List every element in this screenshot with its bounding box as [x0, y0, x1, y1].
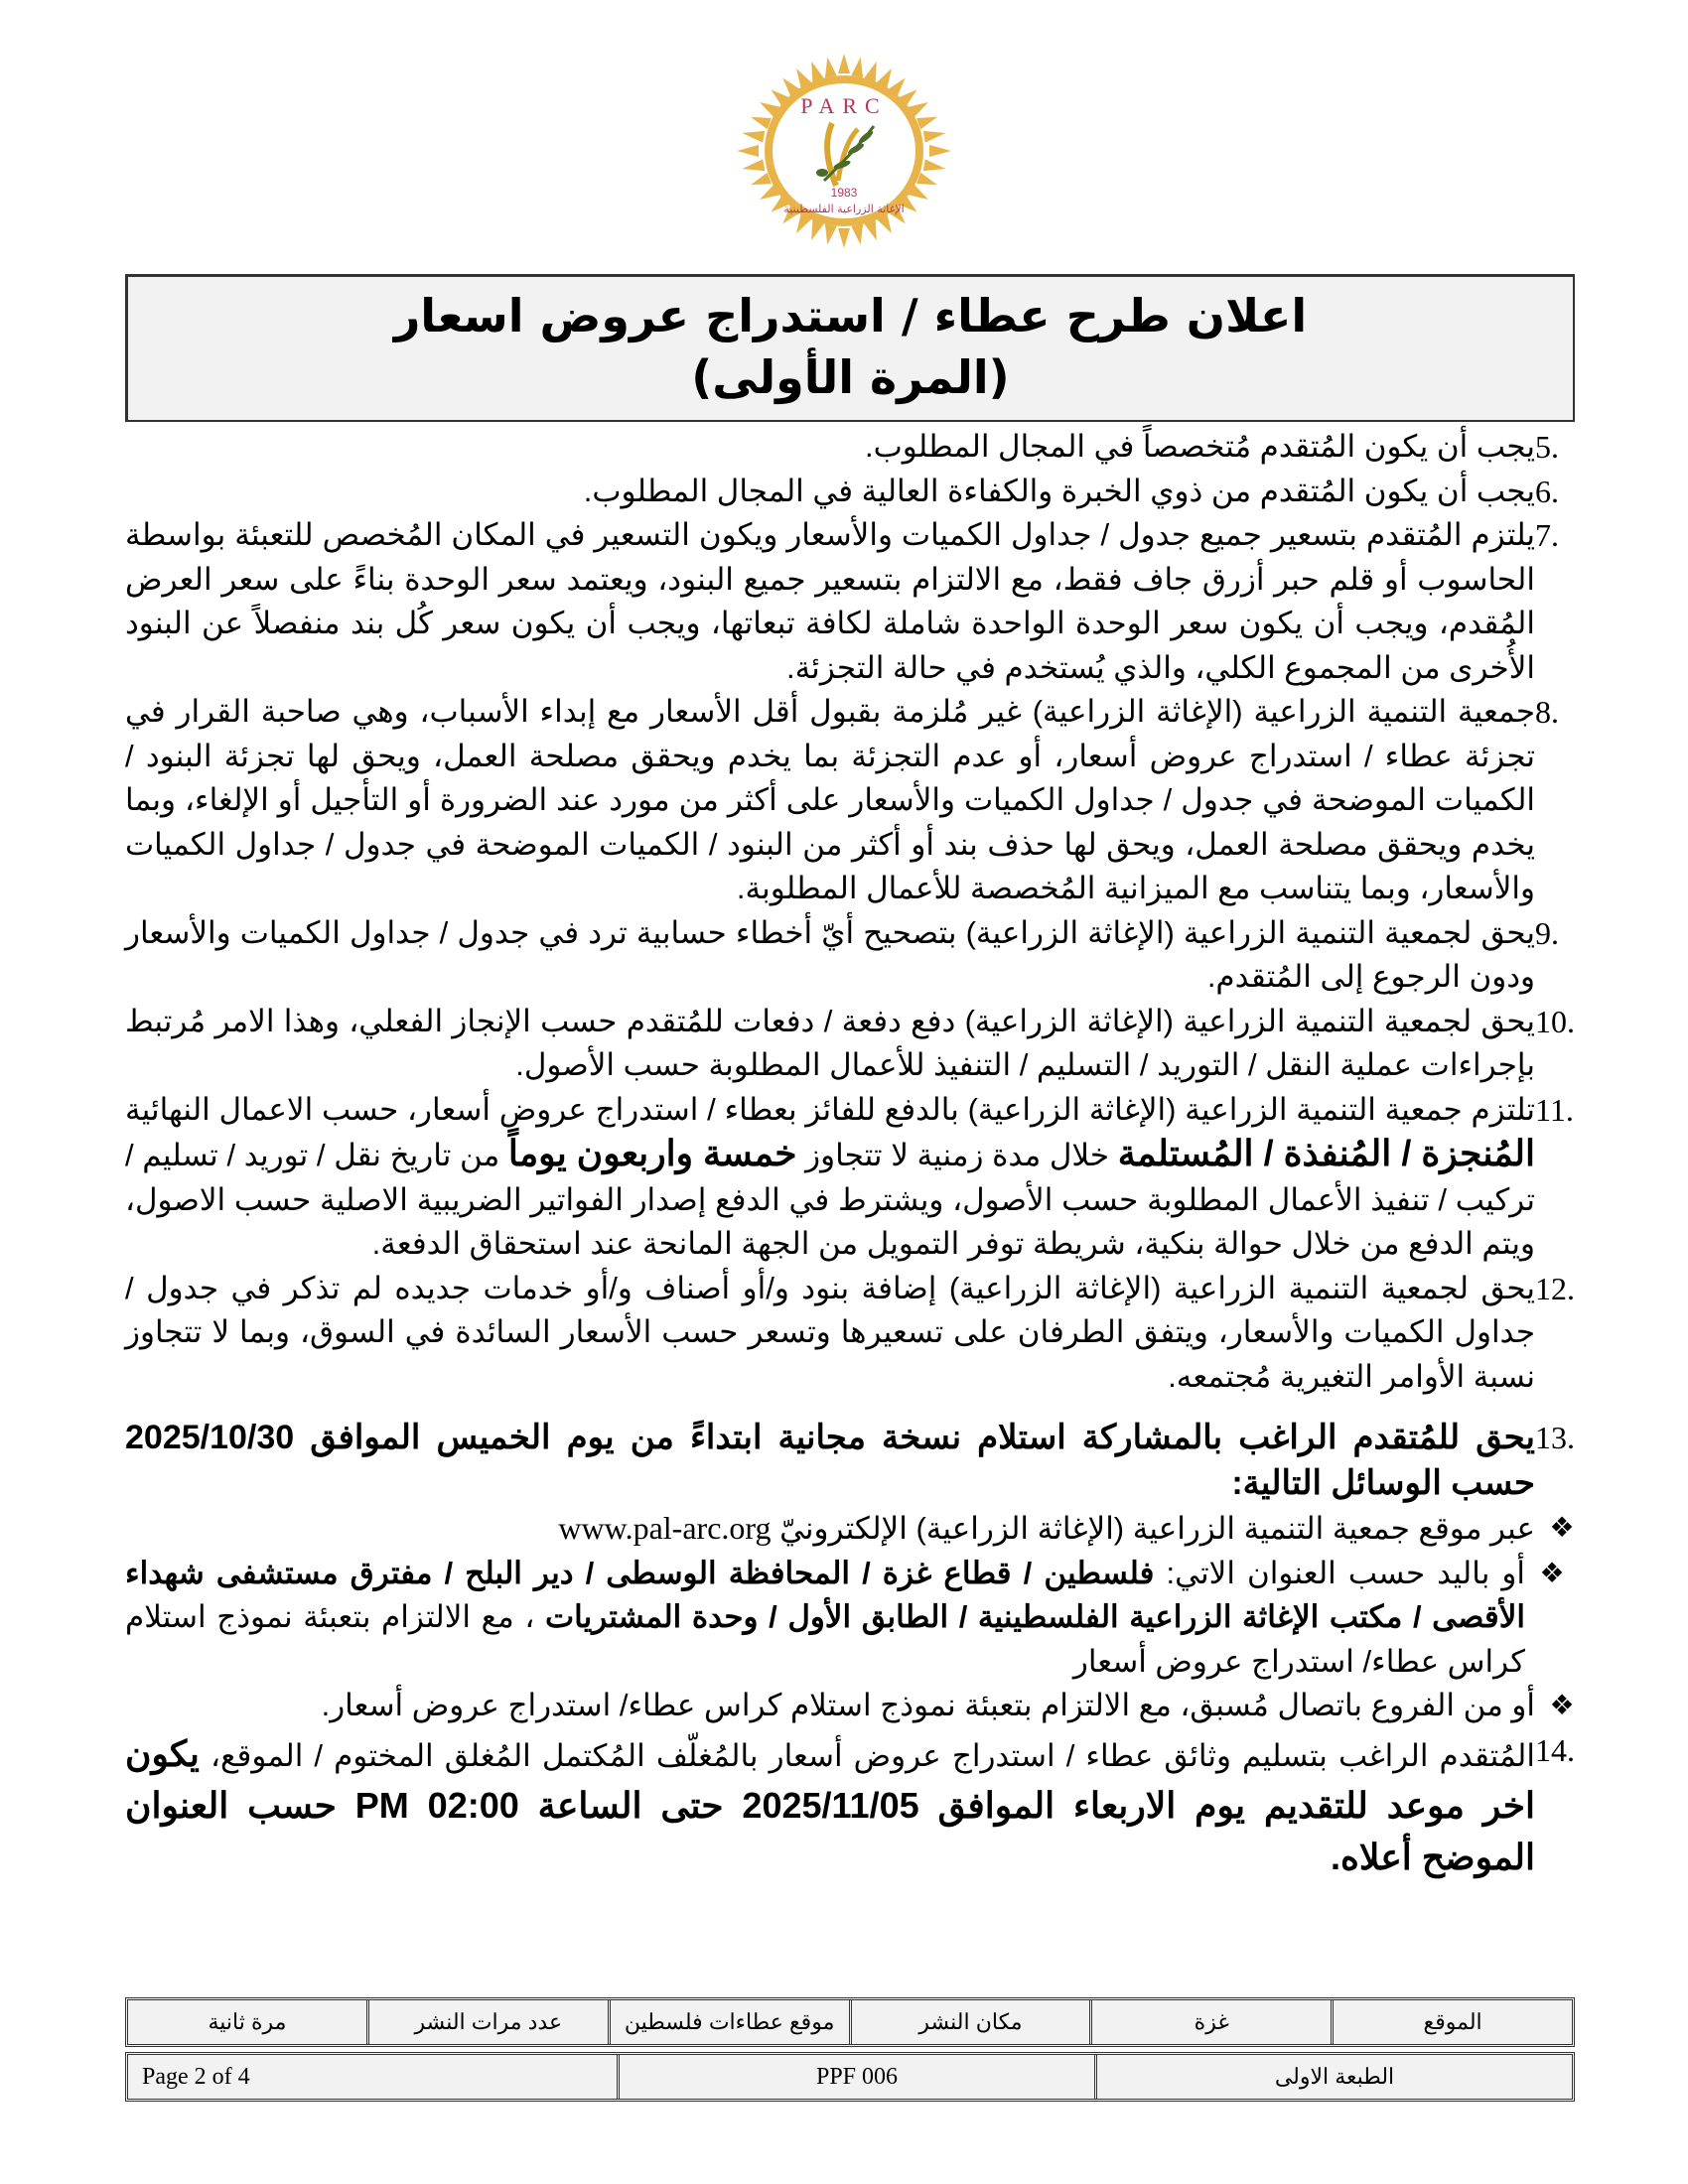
- item-number: 13.: [1535, 1420, 1575, 1455]
- diamond-bullet-icon: ❖: [1549, 1690, 1575, 1720]
- announcement-subtitle: (المرة الأولى): [691, 350, 1010, 404]
- item-number: 9.: [1535, 914, 1559, 951]
- item-number: 6.: [1535, 473, 1559, 509]
- item-text: يحق للمُتقدم الراغب بالمشاركة استلام نسخة مجانية ابتداءً من يوم الخميس الموافق 2025/10/30 حسب الوسائل التالية:: [125, 1419, 1535, 1502]
- item-text-bold: المُنجزة / المُنفذة / المُستلمة: [1117, 1133, 1535, 1173]
- svg-text:PARC: PARC: [800, 93, 888, 118]
- footer-label-publish-count: عدد مرات النشر: [366, 2000, 608, 2044]
- office-address: فلسطين / قطاع غزة / المحافظة الوسطى / دير البلح / مفترق مستشفى شهداء الأقصى / مكتب الإغاثة الزراعية الفلسطينية / الطابق الأول / وحدة المشتريات: [125, 1555, 1525, 1634]
- item-number: 7.: [1535, 517, 1559, 553]
- item-text: [125, 1728, 1535, 1883]
- method-branches: [125, 1684, 1589, 1728]
- footer-page-number: Page 2 of 4: [142, 2063, 250, 2090]
- term-item-8: [125, 690, 1589, 911]
- term-item-9: [125, 911, 1589, 1000]
- term-item-5: [125, 425, 1589, 470]
- diamond-bullet-icon: ❖: [1539, 1557, 1565, 1588]
- item-number: 5.: [1535, 429, 1559, 465]
- footer-value-publish-place: موقع عطاءات فلسطين: [608, 2000, 849, 2044]
- footer-label-publish-place: مكان النشر: [849, 2000, 1090, 2044]
- term-item-12: [125, 1267, 1589, 1400]
- item-text: يحق لجمعية التنمية الزراعية (الإغاثة الزراعية) دفع دفعة / دفعات للمُتقدم حسب الإنجاز الفعلي، وهذا الامر مُرتبط بإجراءات عملية النقل / التوريد / التسليم / التنفيذ للأعمال المطلوبة حسب الأصول.: [125, 1003, 1535, 1082]
- footer-form-code: PPF 006: [617, 2055, 1094, 2099]
- item-text-part: خلال مدة زمنية لا تتجاوز: [796, 1138, 1118, 1172]
- method-text: أو باليد حسب العنوان الاتي:: [1154, 1555, 1525, 1590]
- parc-sun-emblem-icon: [720, 52, 968, 250]
- svg-text:الإغاثة الزراعية الفلسطينية: الإغاثة الزراعية الفلسطينية: [783, 203, 905, 215]
- distribution-methods: [125, 1506, 1589, 1728]
- announcement-title: اعلان طرح عطاء / استدراج عروض اسعار: [393, 289, 1308, 342]
- footer-value-publish-count: مرة ثانية: [208, 2009, 287, 2034]
- svg-text:1983: 1983: [830, 186, 858, 200]
- announcement-title-box: [125, 274, 1575, 422]
- item-number: 14.: [1535, 1731, 1575, 1768]
- diamond-bullet-icon: ❖: [1549, 1512, 1575, 1543]
- term-item-7: [125, 513, 1589, 690]
- item-text-part: من تاريخ نقل / توريد / تسليم / تركيب / تنفيذ الأعمال المطلوبة حسب الأصول، ويشترط في الدفع إصدار الفواتير الضريبية الاصلية حسب الاصول، ويتم الدفع من خلال حوالة بنكية، شريطة توفر التمويل من الجهة المانحة عند استحقاق الدفعة.: [125, 1138, 1535, 1261]
- submission-deadline: يكون اخر موعد للتقديم يوم الاربعاء الموافق 2025/11/05 حتى الساعة 02:00 PM حسب العنوان الموضح أعلاه.: [125, 1732, 1535, 1877]
- footer-value-location: غزة: [1089, 2000, 1331, 2044]
- item-text: يحق لجمعية التنمية الزراعية (الإغاثة الزراعية) بتصحيح أيّ أخطاء حسابية ترد في جدول / جداول الكميات والأسعار ودون الرجوع إلى المُتقدم.: [125, 914, 1535, 994]
- website-link[interactable]: www.pal-arc.org: [558, 1510, 772, 1546]
- footer-label-location: الموقع: [1331, 2000, 1572, 2044]
- item-text-bold: خمسة واربعون يوماً: [507, 1133, 797, 1173]
- document-footer-table: [125, 1997, 1575, 2102]
- term-item-14: [125, 1728, 1589, 1883]
- method-by-hand: [125, 1552, 1589, 1685]
- item-number: 11.: [1535, 1091, 1574, 1128]
- terms-list: [125, 425, 1589, 1883]
- term-item-10: [125, 1000, 1589, 1088]
- footer-row-document-info: [125, 2052, 1575, 2102]
- term-item-11: [125, 1088, 1589, 1267]
- method-text: أو من الفروع باتصال مُسبق، مع الالتزام بتعبئة نموذج استلام كراس عطاء/ استدراج عروض أسعار.: [321, 1688, 1535, 1722]
- parc-logo: [720, 52, 968, 250]
- item-number: 8.: [1535, 694, 1559, 730]
- method-text: ، مع الالتزام بتعبئة نموذج استلام كراس عطاء/ استدراج عروض أسعار: [125, 1599, 1525, 1679]
- item-text: [125, 1088, 1535, 1267]
- item-text: يحق لجمعية التنمية الزراعية (الإغاثة الزراعية) إضافة بنود و/أو أصناف و/أو خدمات جديده لم تذكر في جدول / جداول الكميات والأسعار، ويتفق الطرفان على تسعيرها وتسعر حسب الأسعار السائدة في السوق، وبما لا تتجاوز نسبة الأوامر التغيرية مُجتمعه.: [125, 1270, 1535, 1394]
- item-text-part: المُتقدم الراغب بتسليم وثائق عطاء / استدراج عروض أسعار بالمُغلّف المُكتمل المُغلق المختوم / الموقع،: [199, 1737, 1535, 1773]
- term-item-13: [125, 1415, 1589, 1506]
- method-website: [125, 1506, 1589, 1552]
- footer-row-publication: [125, 1997, 1575, 2047]
- item-text-part: تلتزم جمعية التنمية الزراعية (الإغاثة الزراعية) بالدفع للفائز بعطاء / استدراج عروض أسعار، حسب الاعمال النهائية: [125, 1091, 1535, 1127]
- item-text: جمعية التنمية الزراعية (الإغاثة الزراعية) غير مُلزمة بقبول أقل الأسعار مع إبداء الأسباب، وهي صاحبة القرار في تجزئة عطاء / استدراج عروض أسعار، أو عدم التجزئة بما يخدم ويحقق مصلحة العمل، ويحق لها تجزئة البنود / الكميات الموضحة في جدول / جداول الكميات والأسعار على أكثر من مورد عند الضرورة أو التأجيل أو الإلغاء، وبما يخدم ويحقق مصلحة العمل، ويحق لها حذف بند أو أكثر من البنود / الكميات الموضحة في جدول / جداول الكميات والأسعار، وبما يتناسب مع الميزانية المُخصصة للأعمال المطلوبة.: [125, 694, 1535, 905]
- item-number: 12.: [1535, 1270, 1575, 1306]
- method-text: عبر موقع جمعية التنمية الزراعية (الإغاثة الزراعية) الإلكترونيّ: [779, 1511, 1535, 1546]
- item-text: يجب أن يكون المُتقدم مُتخصصاً في المجال المطلوب.: [864, 429, 1535, 464]
- item-text: يجب أن يكون المُتقدم من ذوي الخبرة والكفاءة العالية في المجال المطلوب.: [583, 473, 1535, 508]
- item-number: 10.: [1535, 1003, 1575, 1039]
- term-item-6: [125, 470, 1589, 514]
- item-text: يلتزم المُتقدم بتسعير جميع جدول / جداول الكميات والأسعار ويكون التسعير في المكان المُخصص للتعبئة بواسطة الحاسوب أو قلم حبر أزرق جاف فقط، مع الالتزام بتسعير جميع البنود، ويعتمد سعر الوحدة بناءً على سعر العرض المُقدم، ويجب أن يكون سعر الوحدة الواحدة شاملة لكافة تبعاتها، ويجب أن يكون سعر كُل بند منفصلاً عن البنود الأُخرى من المجموع الكلي، والذي يُستخدم في حالة التجزئة.: [125, 517, 1535, 685]
- footer-edition: الطبعة الاولى: [1094, 2055, 1572, 2099]
